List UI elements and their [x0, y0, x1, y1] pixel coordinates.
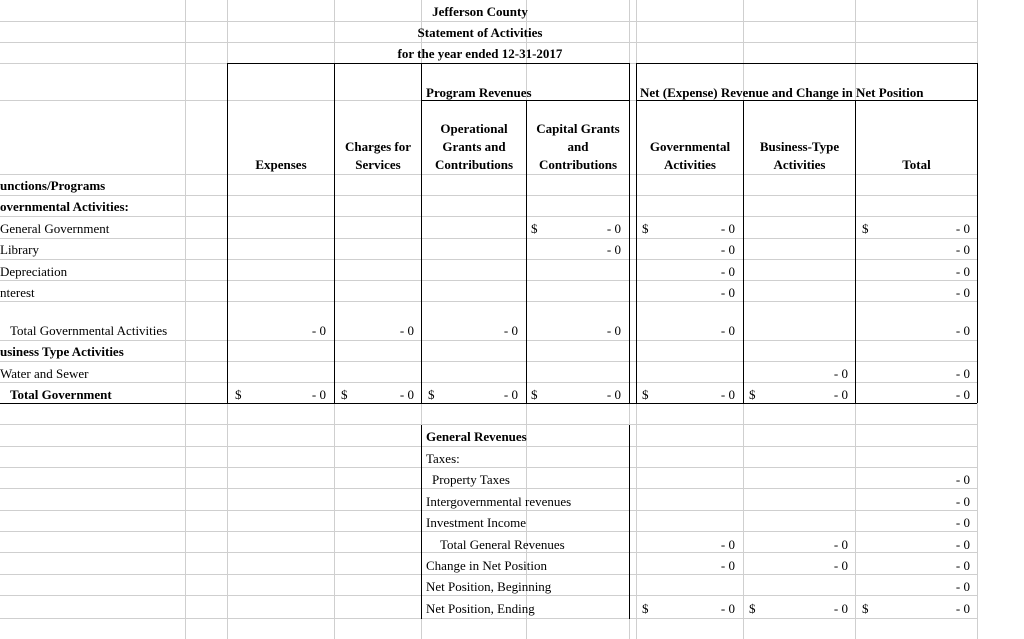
value-cell: - 0 — [503, 323, 518, 338]
value-cell: - 0 — [311, 323, 326, 338]
value-cell: - 0 — [955, 579, 970, 594]
value-cell: - 0 — [311, 387, 326, 402]
business-header-line1: Business-Type — [759, 139, 840, 154]
grid-line — [0, 510, 977, 511]
governmental-activities-label: overnmental Activities: — [0, 199, 129, 214]
statement-title: Statement of Activities — [417, 25, 543, 40]
net-position-beginning-label: Net Position, Beginning — [426, 579, 552, 594]
value-cell: - 0 — [720, 537, 735, 552]
cell-border — [421, 425, 422, 619]
cell-border — [629, 63, 630, 403]
grid-line — [0, 280, 977, 281]
currency-symbol: $ — [749, 601, 756, 616]
grid-line — [0, 21, 977, 22]
currency-symbol: $ — [531, 221, 538, 236]
cell-border — [228, 63, 629, 64]
value-cell: - 0 — [833, 558, 848, 573]
total-header: Total — [902, 157, 931, 172]
grid-line — [0, 467, 977, 468]
grid-line — [0, 216, 977, 217]
depreciation-label: Depreciation — [0, 264, 68, 279]
grid-line — [0, 488, 977, 489]
grid-line — [185, 0, 186, 639]
value-cell: - 0 — [955, 472, 970, 487]
governmental-header-line2: Activities — [664, 157, 716, 172]
grid-line — [0, 361, 977, 362]
grid-line — [0, 238, 977, 239]
value-cell: - 0 — [955, 515, 970, 530]
general-revenues-heading: General Revenues — [426, 429, 527, 444]
operational-header-line2: Grants and — [442, 139, 506, 154]
value-cell: - 0 — [606, 242, 621, 257]
grid-line — [0, 618, 977, 619]
value-cell: - 0 — [720, 285, 735, 300]
grid-line — [0, 446, 977, 447]
business-header-line2: Activities — [773, 157, 826, 172]
currency-symbol: $ — [862, 601, 869, 616]
value-cell: - 0 — [955, 494, 970, 509]
currency-symbol: $ — [642, 601, 649, 616]
value-cell: - 0 — [955, 242, 970, 257]
cell-border — [637, 63, 977, 64]
value-cell: - 0 — [955, 366, 970, 381]
intergovernmental-label: Intergovernmental revenues — [426, 494, 572, 509]
cell-border — [0, 403, 977, 404]
total-government-label: Total Government — [10, 387, 112, 402]
value-cell: - 0 — [606, 387, 621, 402]
net-position-header: Net (Expense) Revenue and Change in Net Position — [640, 85, 924, 100]
currency-symbol: $ — [749, 387, 756, 402]
grid-line — [0, 552, 977, 553]
value-cell: - 0 — [833, 387, 848, 402]
library-label: Library — [0, 242, 39, 257]
value-cell: - 0 — [720, 242, 735, 257]
charges-header-line1: Charges for — [344, 139, 412, 154]
value-cell: - 0 — [720, 264, 735, 279]
value-cell: - 0 — [955, 601, 970, 616]
capital-header-line1: Capital Grants — [536, 121, 620, 136]
currency-symbol: $ — [235, 387, 242, 402]
grid-line — [0, 340, 977, 341]
value-cell: - 0 — [955, 264, 970, 279]
cell-border — [637, 100, 977, 101]
value-cell: - 0 — [720, 387, 735, 402]
grid-line — [0, 424, 977, 425]
program-revenues-header: Program Revenues — [426, 85, 532, 100]
period-title: for the year ended 12-31-2017 — [397, 46, 563, 61]
value-cell: - 0 — [955, 221, 970, 236]
water-sewer-label: Water and Sewer — [0, 366, 89, 381]
grid-line — [0, 574, 977, 575]
operational-header-line1: Operational — [440, 121, 508, 136]
cell-border — [629, 425, 630, 619]
grid-line — [0, 195, 977, 196]
capital-header-line3: Contributions — [538, 157, 618, 172]
county-title: Jefferson County — [432, 4, 528, 19]
value-cell: - 0 — [606, 221, 621, 236]
expenses-header: Expenses — [255, 157, 307, 172]
cell-border — [334, 63, 335, 403]
grid-line — [0, 382, 977, 383]
cell-border — [421, 100, 629, 101]
grid-line — [0, 531, 977, 532]
cell-border — [977, 63, 978, 403]
capital-header-line2: and — [567, 139, 589, 154]
value-cell: - 0 — [720, 601, 735, 616]
grid-line — [0, 595, 977, 596]
taxes-label: Taxes: — [426, 451, 460, 466]
value-cell: - 0 — [503, 387, 518, 402]
value-cell: - 0 — [720, 558, 735, 573]
currency-symbol: $ — [531, 387, 538, 402]
value-cell: - 0 — [833, 537, 848, 552]
value-cell: - 0 — [833, 366, 848, 381]
net-position-ending-label: Net Position, Ending — [426, 601, 535, 616]
value-cell: - 0 — [606, 323, 621, 338]
currency-symbol: $ — [642, 387, 649, 402]
grid-line — [0, 259, 977, 260]
total-general-revenues-label: Total General Revenues — [440, 537, 565, 552]
operational-header-line3: Contributions — [434, 157, 514, 172]
general-government-label: General Government — [0, 221, 110, 236]
value-cell: - 0 — [720, 323, 735, 338]
grid-line — [0, 174, 977, 175]
currency-symbol: $ — [341, 387, 348, 402]
value-cell: - 0 — [833, 601, 848, 616]
value-cell: - 0 — [955, 558, 970, 573]
business-type-label: usiness Type Activities — [0, 344, 124, 359]
change-net-position-label: Change in Net Position — [426, 558, 547, 573]
investment-income-label: Investment Income — [426, 515, 526, 530]
cell-border — [636, 63, 637, 403]
interest-label: nterest — [0, 285, 35, 300]
value-cell: - 0 — [955, 323, 970, 338]
currency-symbol: $ — [428, 387, 435, 402]
value-cell: - 0 — [955, 537, 970, 552]
total-governmental-label: Total Governmental Activities — [10, 323, 168, 338]
cell-border — [421, 63, 422, 403]
value-cell: - 0 — [720, 221, 735, 236]
governmental-header-line1: Governmental — [649, 139, 731, 154]
grid-line — [0, 301, 977, 302]
value-cell: - 0 — [399, 323, 414, 338]
currency-symbol: $ — [862, 221, 869, 236]
currency-symbol: $ — [642, 221, 649, 236]
functions-programs-label: unctions/Programs — [0, 178, 106, 193]
value-cell: - 0 — [399, 387, 414, 402]
cell-border — [227, 63, 228, 403]
value-cell: - 0 — [955, 387, 970, 402]
value-cell: - 0 — [955, 285, 970, 300]
property-taxes-label: Property Taxes — [432, 472, 510, 487]
cell-border — [855, 100, 856, 403]
charges-header-line2: Services — [355, 157, 401, 172]
grid-line — [0, 42, 977, 43]
